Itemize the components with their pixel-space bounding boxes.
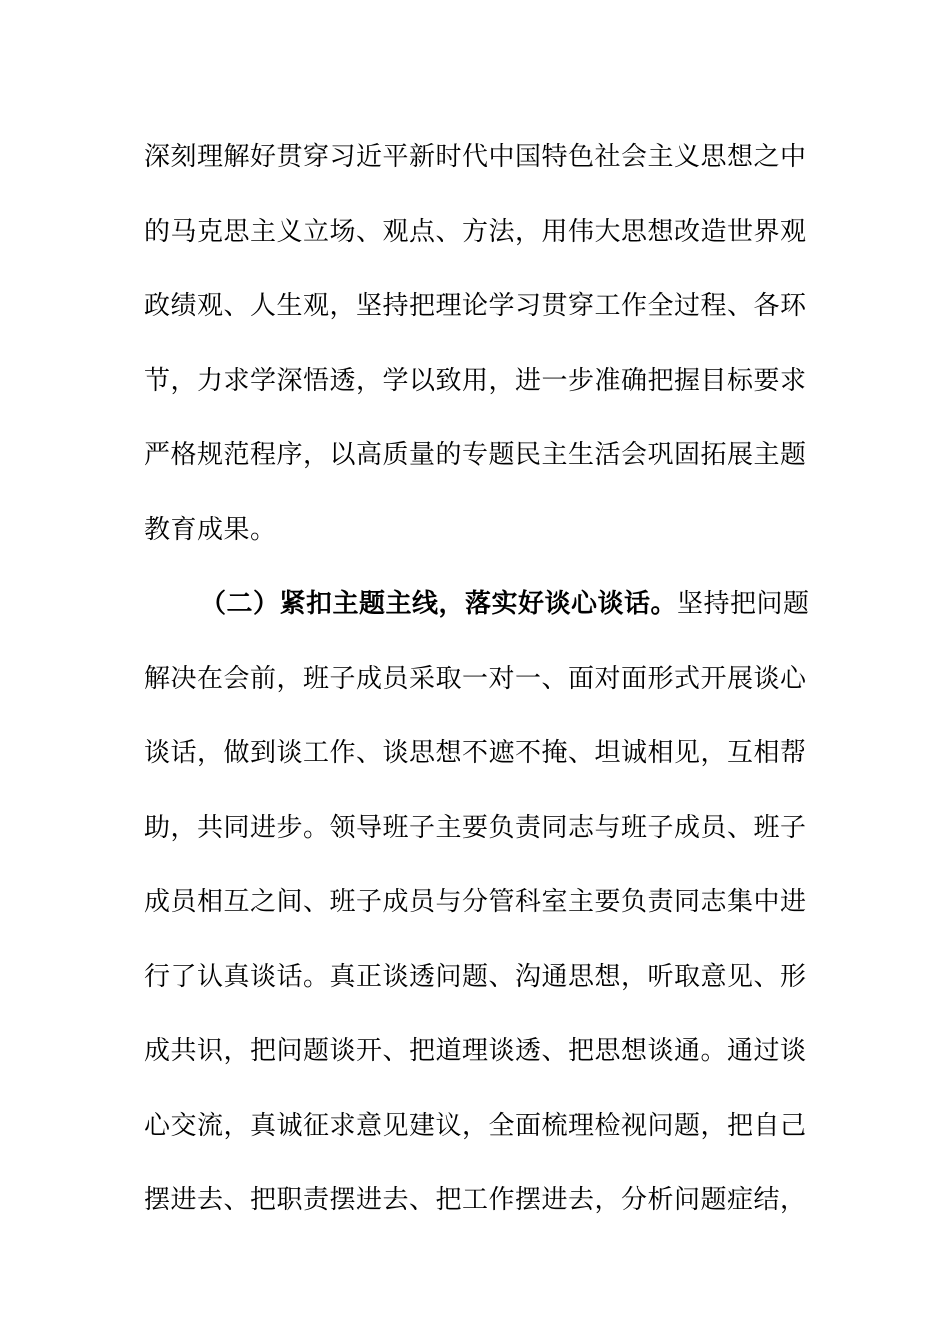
body-text — [144, 120, 810, 1238]
paragraph-line: 成共识，把问题谈开、把道理谈透、把思想谈通。通过谈 — [144, 1036, 807, 1066]
heading-line-rest: 坚持把问题 — [677, 589, 810, 619]
paragraph-line: 教育成果。 — [144, 514, 277, 545]
paragraph-line: 严格规范程序，以高质量的专题民主生活会巩固拓展主题 — [144, 440, 807, 470]
paragraph-line: 谈话，做到谈工作、谈思想不遮不掩、坦诚相见，互相帮 — [144, 738, 807, 768]
paragraph-line: 深刻理解好贯穿习近平新时代中国特色社会主义思想之中 — [144, 142, 807, 172]
section-heading-line — [144, 567, 810, 642]
paragraph-line: 心交流，真诚征求意见建议，全面梳理检视问题，把自己 — [144, 1110, 807, 1141]
paragraph-line: 行了认真谈话。真正谈透问题、沟通思想，听取意见、形 — [144, 961, 807, 992]
paragraph-line: 成员相互之间、班子成员与分管科室主要负责同志集中进 — [144, 887, 807, 917]
section-heading: （二）紧扣主题主线，落实好谈心谈话。 — [200, 589, 678, 619]
paragraph-line: 节，力求学深悟透，学以致用，进一步准确把握目标要求 — [144, 365, 807, 396]
paragraph-line: 的马克思主义立场、观点、方法，用伟大思想改造世界观 — [144, 216, 807, 247]
paragraph-line: 解决在会前，班子成员采取一对一、面对面形式开展谈心 — [144, 663, 807, 694]
paragraph-line: 助，共同进步。领导班子主要负责同志与班子成员、班子 — [144, 812, 807, 843]
paragraph-line: 政绩观、人生观，坚持把理论学习贯穿工作全过程、各环 — [144, 291, 807, 321]
paragraph-line: 摆进去、把职责摆进去、把工作摆进去，分析问题症结， — [144, 1185, 807, 1215]
